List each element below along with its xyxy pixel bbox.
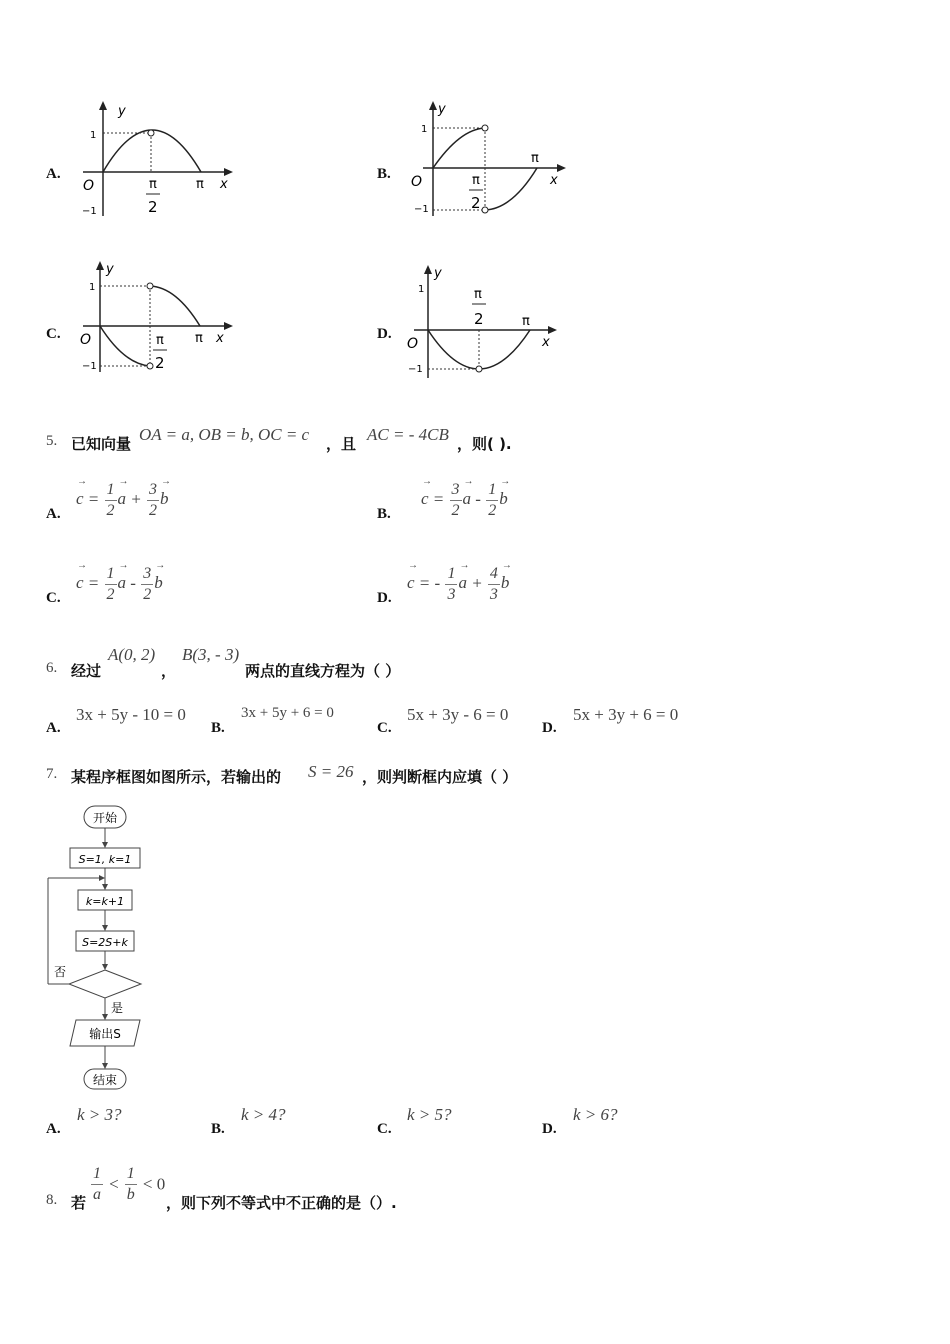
q7-option-a[interactable]: k > 3? <box>77 1105 122 1124</box>
q6-option-b-label[interactable]: B. <box>211 720 225 736</box>
vector-definitions: OA = a, OB = b, OC = c <box>139 425 310 444</box>
question-6-stem: 6. 经过 A(0, 2) ， B(3, - 3) 两点的直线方程为（ ） <box>46 645 401 680</box>
q6-option-d[interactable]: 5x + 3y + 6 = 0 <box>573 705 679 724</box>
svg-text:π: π <box>474 287 482 302</box>
option-b-label: B. <box>377 166 391 182</box>
flow-step-k: k=k+1 <box>85 895 125 908</box>
option-c-label: C. <box>46 326 61 342</box>
q7-option-d-label[interactable]: D. <box>542 1121 557 1137</box>
svg-text:2: 2 <box>471 194 481 212</box>
svg-text:O: O <box>407 336 419 352</box>
q7-option-b[interactable]: k > 4? <box>241 1105 286 1124</box>
question-5-stem: 5. 已知向量 OA = a, OB = b, OC = c ，且 AC = - 4CB ，则( ). <box>46 425 512 453</box>
graph-b <box>408 98 573 223</box>
tick-neg-one: −1 <box>82 206 97 217</box>
flow-start: 开始 <box>92 811 118 825</box>
flow-end: 结束 <box>92 1073 118 1087</box>
graph-a <box>78 98 238 223</box>
graph-d <box>404 262 564 382</box>
graph-c <box>78 258 238 378</box>
svg-text:2: 2 <box>474 310 484 328</box>
svg-text:−1: −1 <box>414 204 429 215</box>
option-d-label: D. <box>377 326 392 342</box>
svg-text:π: π <box>531 151 539 166</box>
flowchart <box>44 798 154 1094</box>
x-axis-label: x <box>220 177 228 192</box>
svg-text:y: y <box>434 266 442 281</box>
svg-text:O: O <box>80 332 92 348</box>
svg-text:π: π <box>472 173 480 188</box>
svg-text:1: 1 <box>418 284 425 295</box>
tick-pi: π <box>196 177 204 192</box>
q7-option-a-label[interactable]: A. <box>46 1121 61 1137</box>
svg-text:O: O <box>411 174 423 190</box>
tick-half-den: 2 <box>148 198 158 216</box>
tick-one: 1 <box>90 130 97 141</box>
q6-option-b[interactable]: 3x + 5y + 6 = 0 <box>241 705 334 721</box>
flow-init: S=1, k=1 <box>78 853 132 866</box>
q6-option-a-label[interactable]: A. <box>46 720 61 736</box>
flow-step-s: S=2S+k <box>82 936 128 949</box>
svg-text:x: x <box>216 331 224 346</box>
q6-options <box>46 703 926 737</box>
origin-label: O <box>83 178 95 194</box>
svg-text:π: π <box>522 314 530 329</box>
svg-text:y: y <box>106 262 114 277</box>
svg-text:y: y <box>438 102 446 117</box>
q6-option-a[interactable]: 3x + 5y - 10 = 0 <box>76 705 186 724</box>
svg-text:1: 1 <box>89 282 96 293</box>
q6-option-c[interactable]: 5x + 3y - 6 = 0 <box>407 705 509 724</box>
svg-text:2: 2 <box>155 354 165 372</box>
point-b: B(3, - 3) <box>182 645 240 664</box>
svg-text:π: π <box>156 333 164 348</box>
svg-text:−1: −1 <box>82 361 97 372</box>
tick-half-num: π <box>149 177 157 192</box>
flow-yes-label: 是 <box>111 1001 124 1015</box>
q6-option-c-label[interactable]: C. <box>377 720 392 736</box>
q7-option-c[interactable]: k > 5? <box>407 1105 452 1124</box>
flow-no-label: 否 <box>54 965 67 979</box>
svg-text:x: x <box>550 173 558 188</box>
y-axis-label: y <box>118 104 126 119</box>
vector-condition: AC = - 4CB <box>367 425 449 444</box>
question-8-stem: 8. 若 $\frac{1}{a}$ < $\frac{1}{b}$ < 0 ，则下列不等式中不正确的是（）. <box>46 1165 397 1212</box>
q7-options <box>46 1104 926 1138</box>
q7-option-c-label[interactable]: C. <box>377 1121 392 1137</box>
svg-text:1: 1 <box>421 124 428 135</box>
flow-output: 输出S <box>89 1027 121 1041</box>
svg-text:−1: −1 <box>408 364 423 375</box>
option-a-label: A. <box>46 166 61 182</box>
question-number: 5. <box>46 433 58 449</box>
q7-option-d[interactable]: k > 6? <box>573 1105 618 1124</box>
svg-text:π: π <box>195 331 203 346</box>
svg-text:x: x <box>542 335 550 350</box>
q6-option-d-label[interactable]: D. <box>542 720 557 736</box>
point-a: A(0, 2) <box>108 645 156 664</box>
question-7-stem: 7. 某程序框图如图所示，若输出的 S = 26 ，则判断框内应填（ ） <box>46 762 518 786</box>
output-value: S = 26 <box>308 762 354 781</box>
q7-option-b-label[interactable]: B. <box>211 1121 225 1137</box>
